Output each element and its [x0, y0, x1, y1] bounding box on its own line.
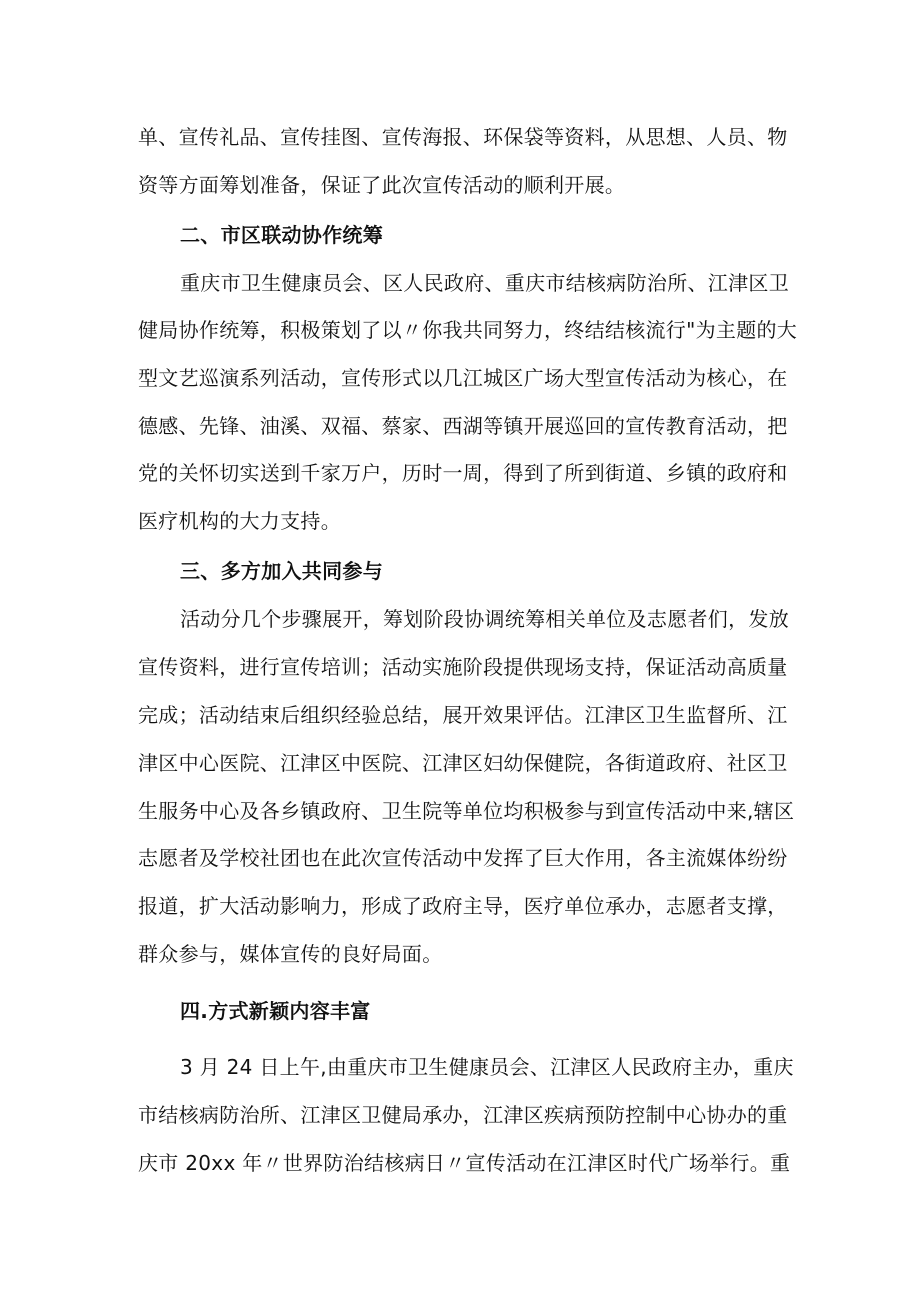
paragraph-line: 志愿者及学校社团也在此次宣传活动中发挥了巨大作用，各主流媒体纷纷	[138, 846, 788, 870]
paragraph-line: 市结核病防治所、江津区卫健局承办，江津区疾病预防控制中心协办的重	[138, 1103, 788, 1127]
paragraph-line: 党的关怀切实送到千家万户，历时一周，得到了所到街道、乡镇的政府和	[138, 461, 788, 485]
paragraph-line: 群众参与，媒体宣传的良好局面。	[138, 942, 443, 966]
paragraph-line: 德感、先锋、油溪、双福、蔡家、西湖等镇开展巡回的宣传教育活动，把	[138, 414, 788, 438]
paragraph-line: 庆市 20xx 年〃世界防治结核病日〃宣传活动在江津区时代广场举行。重	[138, 1151, 791, 1175]
paragraph-line: 医疗机构的大力支持。	[138, 509, 341, 533]
section-heading-3: 三、多方加入共同参与	[180, 559, 383, 583]
paragraph-line: 健局协作统筹，积极策划了以〃你我共同努力，终结结核流行"为主题的大	[138, 318, 798, 342]
paragraph-line: 3 月 24 日上午,由重庆市卫生健康员会、江津区人民政府主办，重庆	[180, 1055, 794, 1079]
paragraph-line: 报道，扩大活动影响力，形成了政府主导，医疗单位承办，志愿者支撑，	[138, 894, 788, 918]
section-heading-4: 四.方式新颖内容丰富	[180, 999, 371, 1023]
paragraph-line: 宣传资料，进行宣传培训；活动实施阶段提供现场支持，保证活动高质量	[138, 655, 788, 679]
paragraph-line: 重庆市卫生健康员会、区人民政府、重庆市结核病防治所、江津区卫	[180, 271, 789, 295]
paragraph-line: 津区中心医院、江津区中医院、江津区妇幼保健院，各街道政府、社区卫	[138, 751, 788, 775]
paragraph-line: 生服务中心及各乡镇政府、卫生院等单位均积极参与到宣传活动中来,辖区	[138, 799, 795, 823]
paragraph-line: 型文艺巡演系列活动，宣传形式以几江城区广场大型宣传活动为核心，在	[138, 366, 788, 390]
paragraph-line: 单、宣传礼品、宣传挂图、宣传海报、环保袋等资料，从思想、人员、物	[138, 125, 788, 149]
paragraph-line: 资等方面筹划准备，保证了此次宣传活动的顺利开展。	[138, 173, 626, 197]
section-heading-2: 二、市区联动协作统筹	[180, 223, 383, 247]
paragraph-line: 完成；活动结束后组织经验总结，展开效果评估。江津区卫生监督所、江	[138, 703, 788, 727]
paragraph-line: 活动分几个步骤展开，筹划阶段协调统筹相关单位及志愿者们，发放	[180, 607, 789, 631]
